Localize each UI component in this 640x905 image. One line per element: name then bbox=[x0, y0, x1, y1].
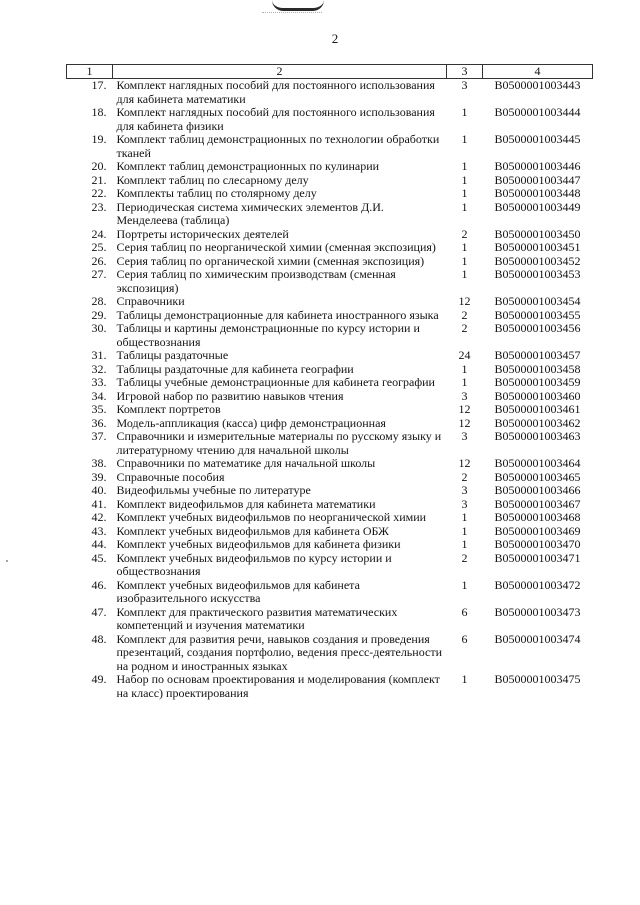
item-quantity: 1 bbox=[461, 375, 468, 389]
table-row bbox=[67, 525, 593, 539]
row-number: 23. bbox=[91, 199, 107, 214]
row-number: 26. bbox=[91, 253, 107, 268]
item-quantity: 12 bbox=[458, 402, 471, 416]
table-row bbox=[67, 376, 593, 390]
table-row bbox=[67, 511, 593, 525]
item-quantity: 1 bbox=[461, 267, 468, 281]
item-quantity: 2 bbox=[461, 469, 468, 484]
inventory-code: B0500001003458 bbox=[494, 361, 581, 376]
item-quantity: 12 bbox=[458, 294, 471, 308]
table-header bbox=[67, 65, 593, 79]
inventory-code: B0500001003448 bbox=[494, 186, 581, 200]
row-number: 21. bbox=[91, 172, 107, 187]
inventory-code: B0500001003456 bbox=[494, 321, 581, 335]
table-row bbox=[67, 484, 593, 498]
table-row bbox=[67, 79, 593, 107]
item-name: Игровой набор по развитию навыков чтения bbox=[116, 388, 344, 403]
item-name: Таблицы и картины демонстрационные по курсу истории и обществознания bbox=[116, 321, 420, 349]
table-row bbox=[67, 241, 593, 255]
row-number: 30. bbox=[91, 321, 107, 335]
table-row bbox=[67, 673, 593, 700]
row-number: 46. bbox=[91, 577, 107, 592]
item-name: Серия таблиц по органической химии (сменная экспозиция) bbox=[116, 253, 425, 268]
table-row bbox=[67, 187, 593, 201]
table-row bbox=[67, 579, 593, 606]
inventory-code: B0500001003454 bbox=[494, 294, 581, 308]
inventory-code: B0500001003471 bbox=[494, 550, 581, 565]
inventory-code: B0500001003459 bbox=[494, 375, 581, 389]
item-name: Комплект портретов bbox=[116, 402, 221, 416]
table-row bbox=[67, 255, 593, 269]
item-quantity: 2 bbox=[461, 321, 468, 335]
inventory-code: B0500001003469 bbox=[494, 523, 581, 538]
table-row bbox=[67, 633, 593, 674]
table-row bbox=[67, 538, 593, 552]
item-name: Комплект учебных видеофильмов по курсу истории и обществознания bbox=[116, 550, 392, 578]
item-quantity: 1 bbox=[461, 240, 468, 254]
item-name: Комплект таблиц по слесарному делу bbox=[116, 172, 309, 187]
row-number: 29. bbox=[91, 307, 107, 322]
inventory-code: B0500001003455 bbox=[494, 307, 581, 322]
item-name: Комплект для практического развития математических компетенций и изучения математики bbox=[116, 604, 398, 632]
scan-artifact-mark bbox=[272, 0, 324, 11]
inventory-code: B0500001003463 bbox=[494, 429, 581, 443]
inventory-code: B0500001003468 bbox=[494, 510, 581, 524]
item-name: Комплект таблиц демонстрационных по кулинарии bbox=[116, 159, 380, 173]
inventory-code: B0500001003470 bbox=[494, 537, 581, 551]
row-number: 27. bbox=[91, 267, 107, 281]
table-row bbox=[67, 457, 593, 471]
table-row bbox=[67, 228, 593, 242]
row-number: 31. bbox=[91, 348, 107, 362]
header-col-3: 3 bbox=[447, 65, 483, 79]
item-quantity: 24 bbox=[458, 348, 471, 362]
row-number: 43. bbox=[91, 523, 107, 538]
row-number: 42. bbox=[91, 510, 107, 524]
item-name: Справочники и измерительные материалы по русскому языку и литературному чтению для начальной школы bbox=[116, 429, 442, 457]
table-row bbox=[67, 417, 593, 431]
item-quantity: 1 bbox=[461, 132, 468, 146]
item-name: Комплект наглядных пособий для постоянного использования для кабинета физики bbox=[116, 105, 435, 133]
row-number: 28. bbox=[91, 294, 107, 308]
item-quantity: 3 bbox=[461, 388, 468, 403]
row-number: 17. bbox=[91, 78, 107, 92]
table-row bbox=[67, 268, 593, 295]
item-quantity: 6 bbox=[461, 604, 468, 619]
table-row bbox=[67, 309, 593, 323]
row-number: 19. bbox=[91, 132, 107, 146]
table-row bbox=[67, 403, 593, 417]
item-name: Таблицы раздаточные для кабинета географии bbox=[116, 361, 354, 376]
item-name: Таблицы учебные демонстрационные для кабинета географии bbox=[116, 375, 435, 389]
row-number: 22. bbox=[91, 186, 107, 200]
table-row bbox=[67, 174, 593, 188]
inventory-code: B0500001003453 bbox=[494, 267, 581, 281]
item-quantity: 3 bbox=[461, 496, 468, 511]
item-quantity: 12 bbox=[458, 415, 471, 430]
item-quantity: 1 bbox=[461, 253, 468, 268]
inventory-code: B0500001003450 bbox=[494, 226, 581, 241]
item-name: Таблицы демонстрационные для кабинета иностранного языка bbox=[116, 307, 439, 322]
row-number: 24. bbox=[91, 226, 107, 241]
inventory-code: B0500001003446 bbox=[494, 159, 581, 173]
table-row bbox=[67, 201, 593, 228]
table-row bbox=[67, 133, 593, 160]
inventory-code: B0500001003464 bbox=[494, 456, 581, 470]
inventory-code: B0500001003462 bbox=[494, 415, 581, 430]
inventory-code: B0500001003452 bbox=[494, 253, 581, 268]
row-number: 25. bbox=[91, 240, 107, 254]
inventory-code: B0500001003472 bbox=[494, 577, 581, 592]
item-quantity: 1 bbox=[461, 159, 468, 173]
item-name: Справочники bbox=[116, 294, 185, 308]
table-row bbox=[67, 160, 593, 174]
item-name: Комплект таблиц демонстрационных по технологии обработки тканей bbox=[116, 132, 440, 160]
item-quantity: 3 bbox=[461, 78, 468, 92]
inventory-code: B0500001003475 bbox=[494, 672, 581, 686]
row-number: 44. bbox=[91, 537, 107, 551]
item-quantity: 3 bbox=[461, 483, 468, 497]
item-name: Комплект учебных видеофильмов для кабинета физики bbox=[116, 537, 401, 551]
inventory-code: B0500001003449 bbox=[494, 199, 581, 214]
item-name: Серия таблиц по неорганической химии (сменная экспозиция) bbox=[116, 240, 436, 254]
item-quantity: 3 bbox=[461, 429, 468, 443]
inventory-code: B0500001003465 bbox=[494, 469, 581, 484]
inventory-code: B0500001003457 bbox=[494, 348, 581, 362]
item-quantity: 1 bbox=[461, 523, 468, 538]
item-name: Видеофильмы учебные по литературе bbox=[116, 483, 311, 497]
table-row bbox=[67, 363, 593, 377]
item-name: Комплекты таблиц по столярному делу bbox=[116, 186, 317, 200]
item-name: Справочники по математике для начальной школы bbox=[116, 456, 376, 470]
row-number: 20. bbox=[91, 159, 107, 173]
item-quantity: 1 bbox=[461, 577, 468, 592]
row-number: 36. bbox=[91, 415, 107, 430]
header-col-2: 2 bbox=[113, 65, 447, 79]
inventory-code: B0500001003461 bbox=[494, 402, 581, 416]
row-number: 33. bbox=[91, 375, 107, 389]
item-name: Набор по основам проектирования и моделирования (комплект на класс) проектирования bbox=[116, 672, 440, 700]
scan-artifact-dots bbox=[262, 12, 322, 15]
table-row bbox=[67, 430, 593, 457]
table-row bbox=[67, 295, 593, 309]
row-number: 34. bbox=[91, 388, 107, 403]
item-name: Комплект учебных видеофильмов для кабинета ОБЖ bbox=[116, 523, 389, 538]
inventory-code: B0500001003467 bbox=[494, 496, 581, 511]
item-quantity: 1 bbox=[461, 672, 468, 686]
row-number: 18. bbox=[91, 105, 107, 119]
table-row bbox=[67, 322, 593, 349]
row-number: 35. bbox=[91, 402, 107, 416]
item-name: Таблицы раздаточные bbox=[116, 348, 229, 362]
row-number: 45. bbox=[91, 550, 107, 565]
header-col-4: 4 bbox=[483, 65, 593, 79]
inventory-table bbox=[66, 64, 593, 700]
header-row bbox=[67, 65, 593, 79]
inventory-code: B0500001003451 bbox=[494, 240, 581, 254]
item-quantity: 12 bbox=[458, 456, 471, 470]
item-quantity: 1 bbox=[461, 361, 468, 376]
scan-speck bbox=[6, 560, 8, 562]
item-name: Комплект учебных видеофильмов по неорганической химии bbox=[116, 510, 427, 524]
item-quantity: 1 bbox=[461, 105, 468, 119]
row-number: 32. bbox=[91, 361, 107, 376]
item-name: Комплект видеофильмов для кабинета математики bbox=[116, 496, 376, 511]
row-number: 48. bbox=[91, 631, 107, 646]
inventory-code: B0500001003473 bbox=[494, 604, 581, 619]
row-number: 38. bbox=[91, 456, 107, 470]
row-number: 49. bbox=[91, 672, 107, 686]
table-row bbox=[67, 349, 593, 363]
table-row bbox=[67, 606, 593, 633]
inventory-code: B0500001003444 bbox=[494, 105, 581, 119]
row-number: 37. bbox=[91, 429, 107, 443]
table-row bbox=[67, 552, 593, 579]
item-quantity: 6 bbox=[461, 631, 468, 646]
inventory-code: B0500001003460 bbox=[494, 388, 581, 403]
item-quantity: 1 bbox=[461, 537, 468, 551]
item-name: Портреты исторических деятелей bbox=[116, 226, 289, 241]
page-number: 2 bbox=[331, 31, 339, 46]
item-quantity: 2 bbox=[461, 550, 468, 565]
table-row bbox=[67, 106, 593, 133]
item-name: Серия таблиц по химическим производствам (сменная экспозиция) bbox=[116, 267, 396, 295]
item-quantity: 1 bbox=[461, 199, 468, 214]
table-row bbox=[67, 390, 593, 404]
item-quantity: 2 bbox=[461, 307, 468, 322]
table-row bbox=[67, 471, 593, 485]
item-name: Комплект учебных видеофильмов для кабинета изобразительного искусства bbox=[116, 577, 360, 605]
item-quantity: 1 bbox=[461, 172, 468, 187]
item-name: Периодическая система химических элементов Д.И. Менделеева (таблица) bbox=[116, 199, 384, 227]
item-quantity: 1 bbox=[461, 186, 468, 200]
inventory-code: B0500001003466 bbox=[494, 483, 581, 497]
inventory-code: B0500001003447 bbox=[494, 172, 581, 187]
inventory-code: B0500001003443 bbox=[494, 78, 581, 92]
header-col-1: 1 bbox=[67, 65, 113, 79]
table-row bbox=[67, 498, 593, 512]
item-name: Справочные пособия bbox=[116, 469, 225, 484]
table-body bbox=[67, 79, 593, 701]
item-name: Модель-аппликация (касса) цифр демонстрационная bbox=[116, 415, 386, 430]
inventory-code: B0500001003474 bbox=[494, 631, 581, 646]
row-number: 39. bbox=[91, 469, 107, 484]
row-number: 40. bbox=[91, 483, 107, 497]
inventory-code: B0500001003445 bbox=[494, 132, 581, 146]
item-name: Комплект для развития речи, навыков создания и проведения презентаций, создания портфолио, ведения пресс-деятельности на родном и иностранных языках bbox=[116, 631, 442, 673]
row-number: 47. bbox=[91, 604, 107, 619]
item-quantity: 2 bbox=[461, 226, 468, 241]
item-quantity: 1 bbox=[461, 510, 468, 524]
item-name: Комплект наглядных пособий для постоянного использования для кабинета математики bbox=[116, 78, 435, 106]
row-number: 41. bbox=[91, 496, 107, 511]
